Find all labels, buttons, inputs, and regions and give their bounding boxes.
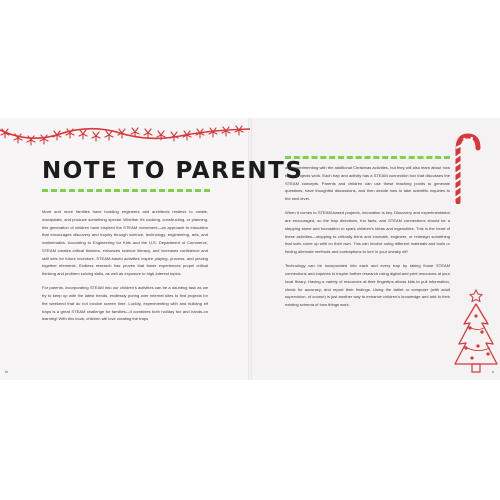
left-page-body [42,208,208,330]
christmas-tree-icon [454,288,498,374]
candy-cane-icon [450,132,482,204]
title-divider [42,189,210,192]
paragraph: and experimenting with the additional Christmas activities, but they will also learn about how these projects work. Each trap and activity has a STEAM connection box that discusses the STEAM concepts. Parents and children can use these teaching points to generate questions, have thoughtful discussions, and then decide how to take scientific inquiries to the next level. [285,165,450,201]
paragraph: More and more families have budding engineers and architects restless to create, manipulate, and produce something special. Whether it's cooking, constructing, or planning, this generation of children have inspired the STEAM movement—an approach to education that encourages discovery and inquiry through science, technology, engineering, arts, and mathematics. According to Engineering for Kids and the U.S. Department of Commerce, STEAM creates critical thinkers, enhances science literacy, and increases confidence and skill sets for future inventors. STEAM-based activities inspire playing, process, and piecing together elements. Endless research has proven that these experiences propel critical thinking and problem solving skills, as well as exposure to high-interest topics. [42,209,208,276]
page-number-right: v [492,369,494,374]
page-title: NOTE TO PARENTS [42,158,304,184]
paragraph: When it comes to STEAM-based projects, innovation is key. Discovery and experimentation are encouraged, so the trap directions, fun facts, and STEAM connections should be a stepping stone and foundation to spark children's ideas and ingenuities. This is the heart of these activities—stopping to critically think and innovate, engineer, or redesign something that suits come up with on their own. This can involve using different materials and tools or finding alternate methods and contraptions to lure in your sneaky elf! [285,210,450,254]
page-number-left: iv [5,369,8,374]
right-page-divider [285,156,450,159]
garland-icon [0,124,250,154]
paragraph: Technology can be incorporated into each and every trap by taking those STEAM connections and inquiries to inspire further research using digital and print resources at your local library. Having a variety of resources at their fingertips allows kids to pull information, check for accuracy, and report their findings. Using the tablet or computer (with adult supervision, of course) is just another way to enhance children's knowledge and add to their existing schema of how things work. [285,263,450,307]
paragraph: For parents, incorporating STEAM into our children's activities can be a daunting task as we try to keep up with the latest trends, endlessly poring over internet sites to find projects for the weekend that do not involve screen time. Luckily, experimenting with and building elf traps is a great STEAM challenge for families—it combines both holiday fun and hands-on learning! With this book, children will love creating the traps [42,285,208,322]
right-page-body [285,164,450,315]
